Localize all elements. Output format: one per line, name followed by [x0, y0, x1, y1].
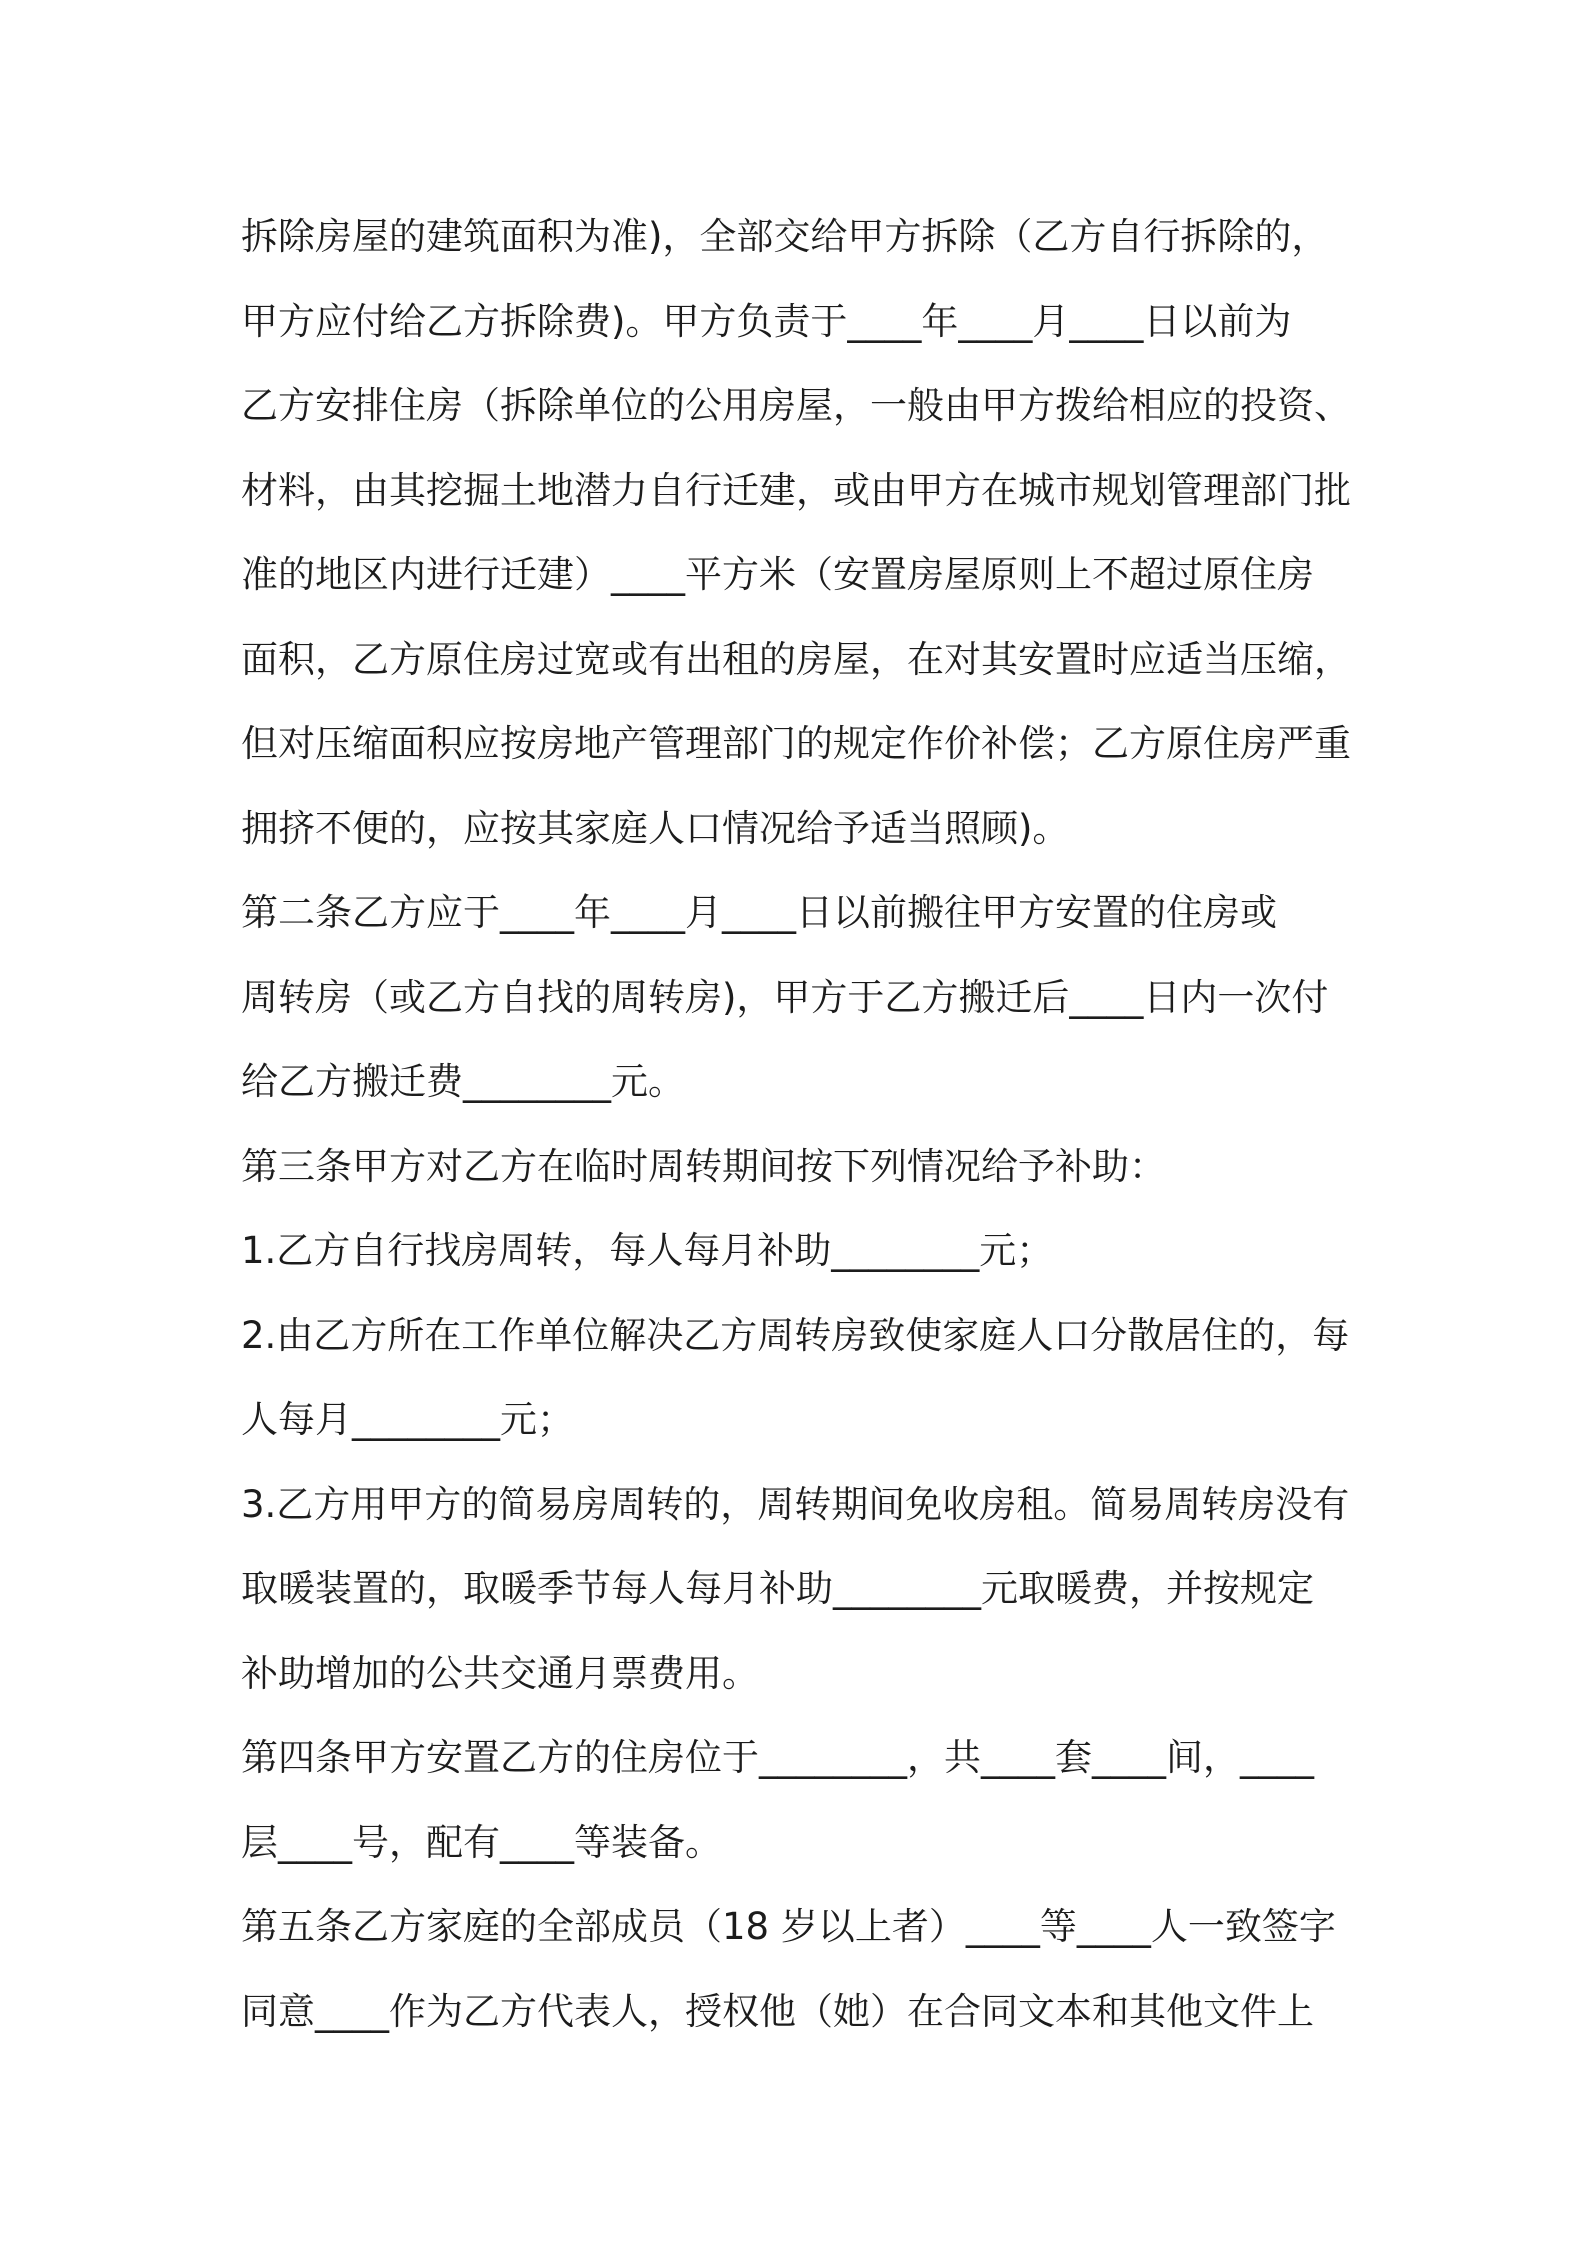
article-2-line: 第二条乙方应于____年____月____日以前搬往甲方安置的住房或	[241, 891, 1277, 934]
article-4-line: 第四条甲方安置乙方的住房位于________，共____套____间，____	[241, 1736, 1314, 1779]
text-line: 准的地区内进行迁建）____平方米（安置房屋原则上不超过原住房	[241, 553, 1314, 596]
text-line: 补助增加的公共交通月票费用。	[241, 1651, 759, 1695]
text-line: 周转房（或乙方自找的周转房)，甲方于乙方搬迁后____日内一次付	[241, 975, 1329, 1019]
text-line: 给乙方搬迁费________元。	[241, 1060, 685, 1103]
list-item-1: 1.乙方自行找房周转，每人每月补助________元；	[241, 1229, 1054, 1272]
text-line: 人每月________元；	[241, 1398, 574, 1441]
text-line: 面积，乙方原住房过宽或有出租的房屋，在对其安置时应适当压缩，	[241, 637, 1351, 681]
text-line: 层____号，配有____等装备。	[241, 1820, 722, 1864]
article-5-line: 第五条乙方家庭的全部成员（18 岁以上者）____等____人一致签字	[241, 1905, 1336, 1948]
list-item-3: 3.乙方用甲方的简易房周转的，周转期间免收房租。简易周转房没有	[241, 1482, 1350, 1526]
article-3-line: 第三条甲方对乙方在临时周转期间按下列情况给予补助：	[241, 1144, 1166, 1188]
text-line: 拥挤不便的，应按其家庭人口情况给予适当照顾)。	[241, 806, 1070, 850]
text-line: 同意____作为乙方代表人，授权他（她）在合同文本和其他文件上	[241, 1989, 1314, 2033]
text-line: 甲方应付给乙方拆除费)。甲方负责于____年____月____日以前为	[241, 299, 1292, 343]
text-line: 材料，由其挖掘土地潜力自行迁建，或由甲方在城市规划管理部门批	[241, 468, 1351, 512]
text-line: 但对压缩面积应按房地产管理部门的规定作价补偿；乙方原住房严重	[241, 722, 1351, 765]
list-item-2: 2.由乙方所在工作单位解决乙方周转房致使家庭人口分散居住的，每	[241, 1313, 1350, 1357]
text-line: 拆除房屋的建筑面积为准)，全部交给甲方拆除（乙方自行拆除的，	[241, 215, 1329, 258]
text-line: 乙方安排住房（拆除单位的公用房屋，一般由甲方拨给相应的投资、	[241, 384, 1351, 427]
contract-body-text	[241, 195, 1366, 2054]
text-line: 取暖装置的，取暖季节每人每月补助________元取暖费，并按规定	[241, 1567, 1314, 1610]
